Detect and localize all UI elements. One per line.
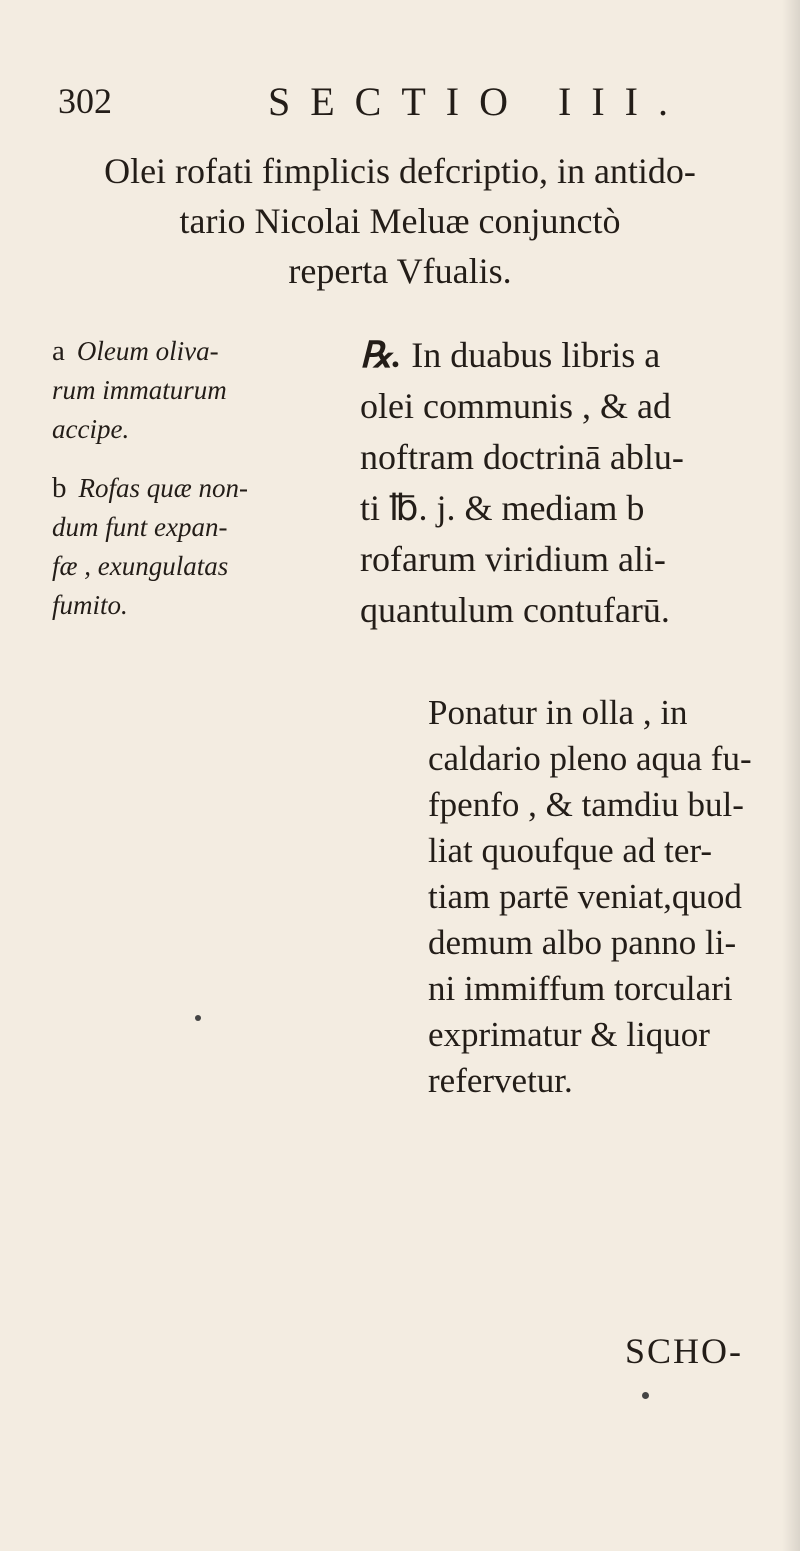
margin-notes	[52, 332, 352, 625]
section-heading: SECTIO III.	[268, 79, 688, 124]
method-line: demum albo panno li-	[428, 923, 737, 962]
recipe-symbol: ℞.	[360, 335, 402, 375]
note-marker: a	[52, 335, 65, 367]
method-line: exprimatur & liquor	[428, 1015, 710, 1054]
note-line: fumito.	[52, 590, 128, 620]
recipe-text: In duabus libris a	[411, 335, 661, 375]
note-line: Oleum oliva-	[76, 336, 219, 366]
preparation-method	[428, 690, 788, 1104]
recipe-line	[360, 330, 780, 381]
recipe-title	[40, 146, 760, 296]
method-line: ni immiffum torculari	[428, 969, 733, 1008]
recipe-line: ti ℔. j. & mediam b	[360, 488, 645, 528]
recipe-line: olei communis , & ad	[360, 386, 671, 426]
ink-speck	[642, 1392, 649, 1399]
note-line: accipe.	[52, 414, 130, 444]
recipe-line: quantulum contufarū.	[360, 590, 670, 630]
recipe-line: rofarum viridium ali-	[360, 539, 666, 579]
title-line: reperta Vfualis.	[288, 251, 512, 291]
note-line: Rofas quæ non-	[78, 473, 249, 503]
method-line: refervetur.	[428, 1061, 573, 1100]
catchword: SCHO-	[625, 1331, 744, 1371]
method-line: caldario pleno aqua fu-	[428, 739, 752, 778]
method-line: Ponatur in olla , in	[428, 693, 688, 732]
title-line: Olei rofati fimplicis defcriptio, in antido-	[104, 151, 696, 191]
recipe-line: noftram doctrinā ablu-	[360, 437, 684, 477]
method-line: liat quoufque ad ter-	[428, 831, 713, 870]
page-number: 302	[58, 81, 112, 121]
note-spacer	[52, 449, 352, 469]
ink-speck	[195, 1015, 201, 1021]
method-line: tiam partē veniat,quod	[428, 877, 742, 916]
title-line: tario Nicolai Meluæ conjunctò	[179, 201, 621, 241]
running-header	[58, 78, 758, 128]
margin-note-b	[52, 469, 352, 508]
note-line: fæ , exungulatas	[52, 551, 229, 581]
note-line: rum immaturum	[52, 375, 227, 405]
margin-note-a	[52, 332, 352, 371]
method-line: fpenfo , & tamdiu bul-	[428, 785, 744, 824]
recipe-ingredients	[360, 330, 780, 636]
note-marker: b	[52, 472, 67, 504]
note-line: dum funt expan-	[52, 512, 228, 542]
